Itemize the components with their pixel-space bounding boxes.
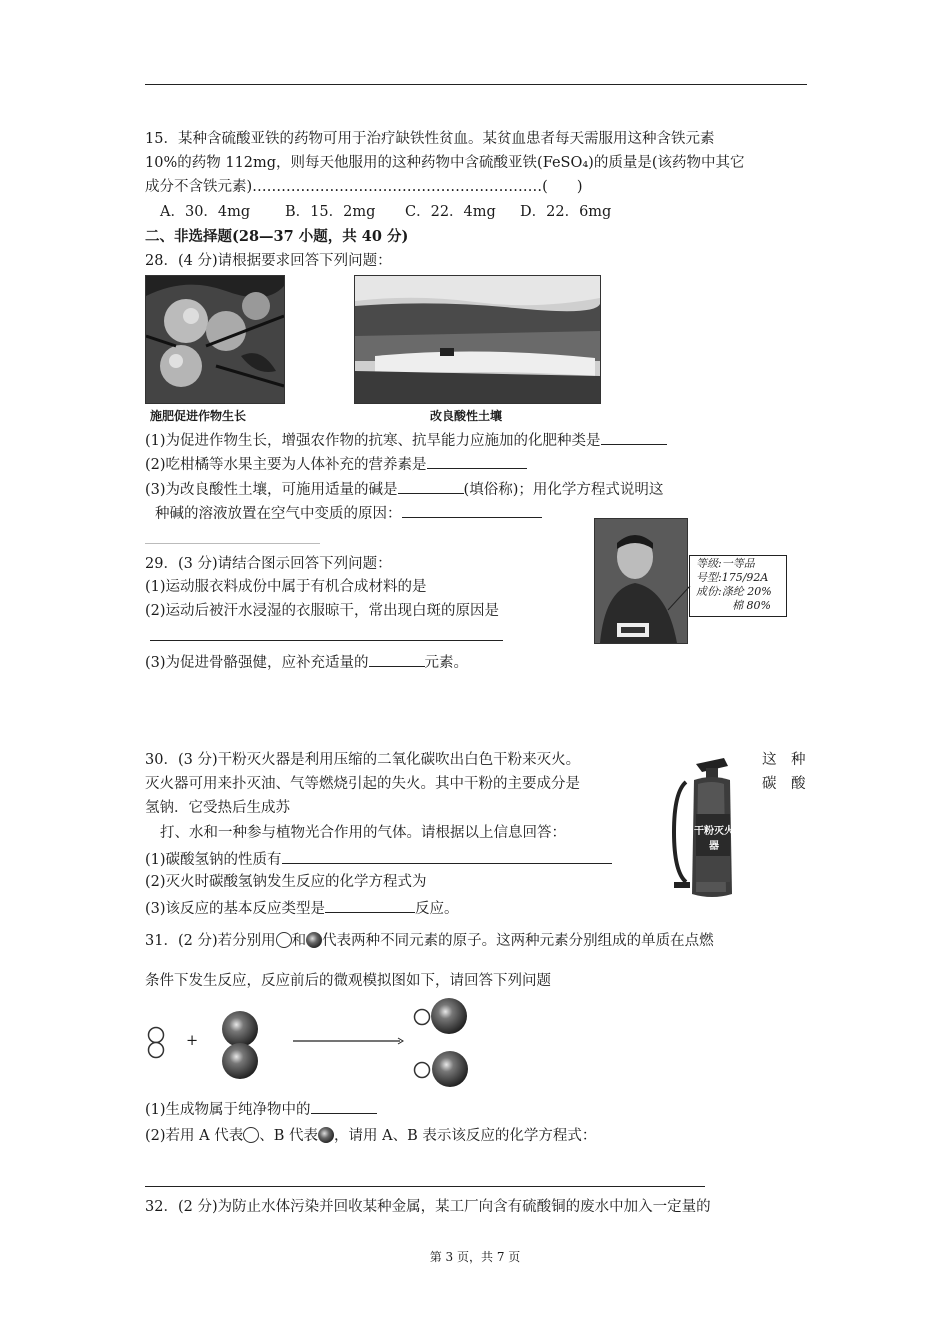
q31-line1-text-c: 代表两种不同元素的原子。这两种元素分别组成的单质在点燃 — [322, 933, 714, 949]
q15-option-a: A．30．4mg — [160, 204, 251, 220]
q30-line1-tail: 这 种 — [762, 752, 806, 768]
q29-part1: (1)运动服衣料成份中属于有机合成材料的是 — [145, 579, 427, 595]
q30-part3-text-b: 反应。 — [415, 901, 459, 917]
q28-part3-text-b: (填俗称)；用化学方程式说明这 — [463, 482, 664, 498]
q29-part3 — [145, 650, 468, 674]
q30-line2: 灭火器可用来扑灭油、气等燃烧引起的失火。其中干粉的主要成分是 — [145, 776, 580, 792]
label-pointer — [664, 584, 694, 614]
q29-part3-text-b: 元素。 — [424, 655, 469, 671]
q29-stem: 29．(3 分)请结合图示回答下列问题： — [145, 556, 392, 572]
q31-part2-text-a: (2)若用 A 代表 — [145, 1128, 244, 1144]
q28-part1-text: (1)为促进作物生长，增强农作物的抗寒、抗旱能力应施加的化肥种类是 — [145, 433, 601, 449]
product-molecule-1 — [415, 998, 468, 1034]
q30-part1-text: (1)碳酸氢钠的性质有 — [145, 852, 282, 868]
q31-part1-text: (1)生成物属于纯净物中的 — [145, 1102, 311, 1118]
q28-part3 — [145, 477, 663, 501]
q30-part1-blank[interactable] — [282, 847, 612, 864]
q30-part1 — [145, 847, 612, 871]
q28-part3-text-c: 种碱的溶液放置在空气中变质的原因： — [155, 506, 402, 522]
q30-line4: 打、水和一种参与植物光合作用的气体。请根据以上信息回答： — [160, 825, 566, 841]
q15-option-b: B．15．2mg — [285, 204, 376, 220]
q31-part2-text-c: ，请用 A、B 表示该反应的化学方程式： — [334, 1128, 597, 1144]
product-molecule-2 — [415, 1051, 469, 1087]
q28-answer-line[interactable] — [145, 543, 320, 544]
q31-part2 — [145, 1125, 596, 1147]
fruit-tree-photo — [145, 275, 285, 404]
q28-stem: 28．(4 分)请根据要求回答下列问题： — [145, 253, 392, 269]
q30-part3 — [145, 896, 459, 920]
q15-line1: 15．某种含硫酸亚铁的药物可用于治疗缺铁性贫血。某贫血患者每天需服用这种含铁元素 — [145, 131, 715, 147]
header-rule — [145, 84, 807, 85]
q28-part1-blank[interactable] — [601, 428, 667, 445]
dark-atom-icon-b — [318, 1127, 334, 1143]
q28-part3-text-a: (3)为改良酸性土壤，可施用适量的碱是 — [145, 482, 398, 498]
athlete-photo — [594, 518, 688, 644]
q31-line1 — [145, 930, 714, 952]
q31-part1 — [145, 1097, 377, 1121]
q15-option-c: C．22．4mg — [405, 204, 496, 220]
extinguisher-label: 干粉灭火器 — [694, 826, 734, 852]
q31-answer-line[interactable] — [145, 1186, 705, 1187]
q31-part2-text-b: 、B 代表 — [259, 1128, 318, 1144]
q29-part3-text-a: (3)为促进骨骼强健，应补充适量的 — [145, 655, 369, 671]
dark-atom-icon — [306, 932, 322, 948]
section-title: 二、非选择题(28—37 小题，共 40 分) — [145, 228, 409, 245]
q31-line1-text-a: 31．(2 分)若分别用 — [145, 933, 276, 949]
q15-option-d: D．22．6mg — [520, 204, 612, 220]
q30-part3-blank[interactable] — [325, 896, 415, 913]
q29-part2: (2)运动后被汗水浸湿的衣服晾干，常出现白斑的原因是 — [145, 603, 500, 619]
page-footer: 第 3 页，共 7 页 — [429, 1250, 521, 1264]
q29-part3-blank[interactable] — [369, 650, 425, 667]
q30-part3-text-a: (3)该反应的基本反应类型是 — [145, 901, 326, 917]
q32-line1: 32．(2 分)为防止水体污染并回收某种金属，某工厂向含有硫酸铜的废水中加入一定量的 — [145, 1199, 711, 1215]
reactant-light-molecule — [149, 1028, 164, 1058]
q28-part2-blank[interactable] — [427, 452, 527, 469]
light-atom-icon-a — [243, 1127, 259, 1143]
q28-part3-blank-b[interactable] — [402, 501, 542, 518]
q31-line2: 条件下发生反应，反应前后的微观模拟图如下，请回答下列问题 — [145, 973, 551, 989]
label-row-size: 号型:175/92A — [696, 571, 769, 584]
q29-answer-line[interactable] — [150, 640, 503, 641]
q15-line2: 10%的药物 112mg，则每天他服用的这种药物中含硫酸亚铁(FeSO₄)的质量是(该药物中其它 — [145, 155, 745, 171]
q30-part2: (2)灭火时碳酸氢钠发生反应的化学方程式为 — [145, 874, 427, 890]
fire-extinguisher — [666, 752, 760, 902]
q28-part1 — [145, 428, 667, 452]
q28-part2 — [145, 452, 527, 476]
clothing-label — [689, 555, 787, 617]
field-photo — [354, 275, 601, 404]
label-row-composition: 成份:涤纶 20% — [696, 585, 772, 598]
reactant-dark-molecule — [222, 1011, 258, 1079]
light-atom-icon — [276, 932, 292, 948]
q28-part3-blank-a[interactable] — [398, 477, 464, 494]
label-row-cotton: 棉 80% — [732, 599, 771, 612]
q28-part3-cont — [155, 501, 542, 525]
q31-part1-blank[interactable] — [311, 1097, 377, 1114]
q15-line3: 成分不含铁元素)……………………………………………………( ) — [145, 179, 583, 195]
q30-line2-tail: 碳 酸 — [762, 776, 806, 792]
label-row-grade: 等级:一等品 — [696, 557, 755, 570]
q31-line1-text-b: 和 — [291, 933, 307, 949]
q28-caption-right: 改良酸性土壤 — [430, 409, 503, 423]
q28-caption-left: 施肥促进作物生长 — [150, 409, 247, 423]
q30-line3: 氢钠．它受热后生成苏 — [145, 800, 290, 816]
q30-line1: 30．(3 分)干粉灭火器是利用压缩的二氧化碳吹出白色干粉来灭火。 — [145, 752, 581, 768]
q28-part2-text: (2)吃柑橘等水果主要为人体补充的营养素是 — [145, 457, 427, 473]
reaction-plus: + — [186, 1033, 199, 1049]
